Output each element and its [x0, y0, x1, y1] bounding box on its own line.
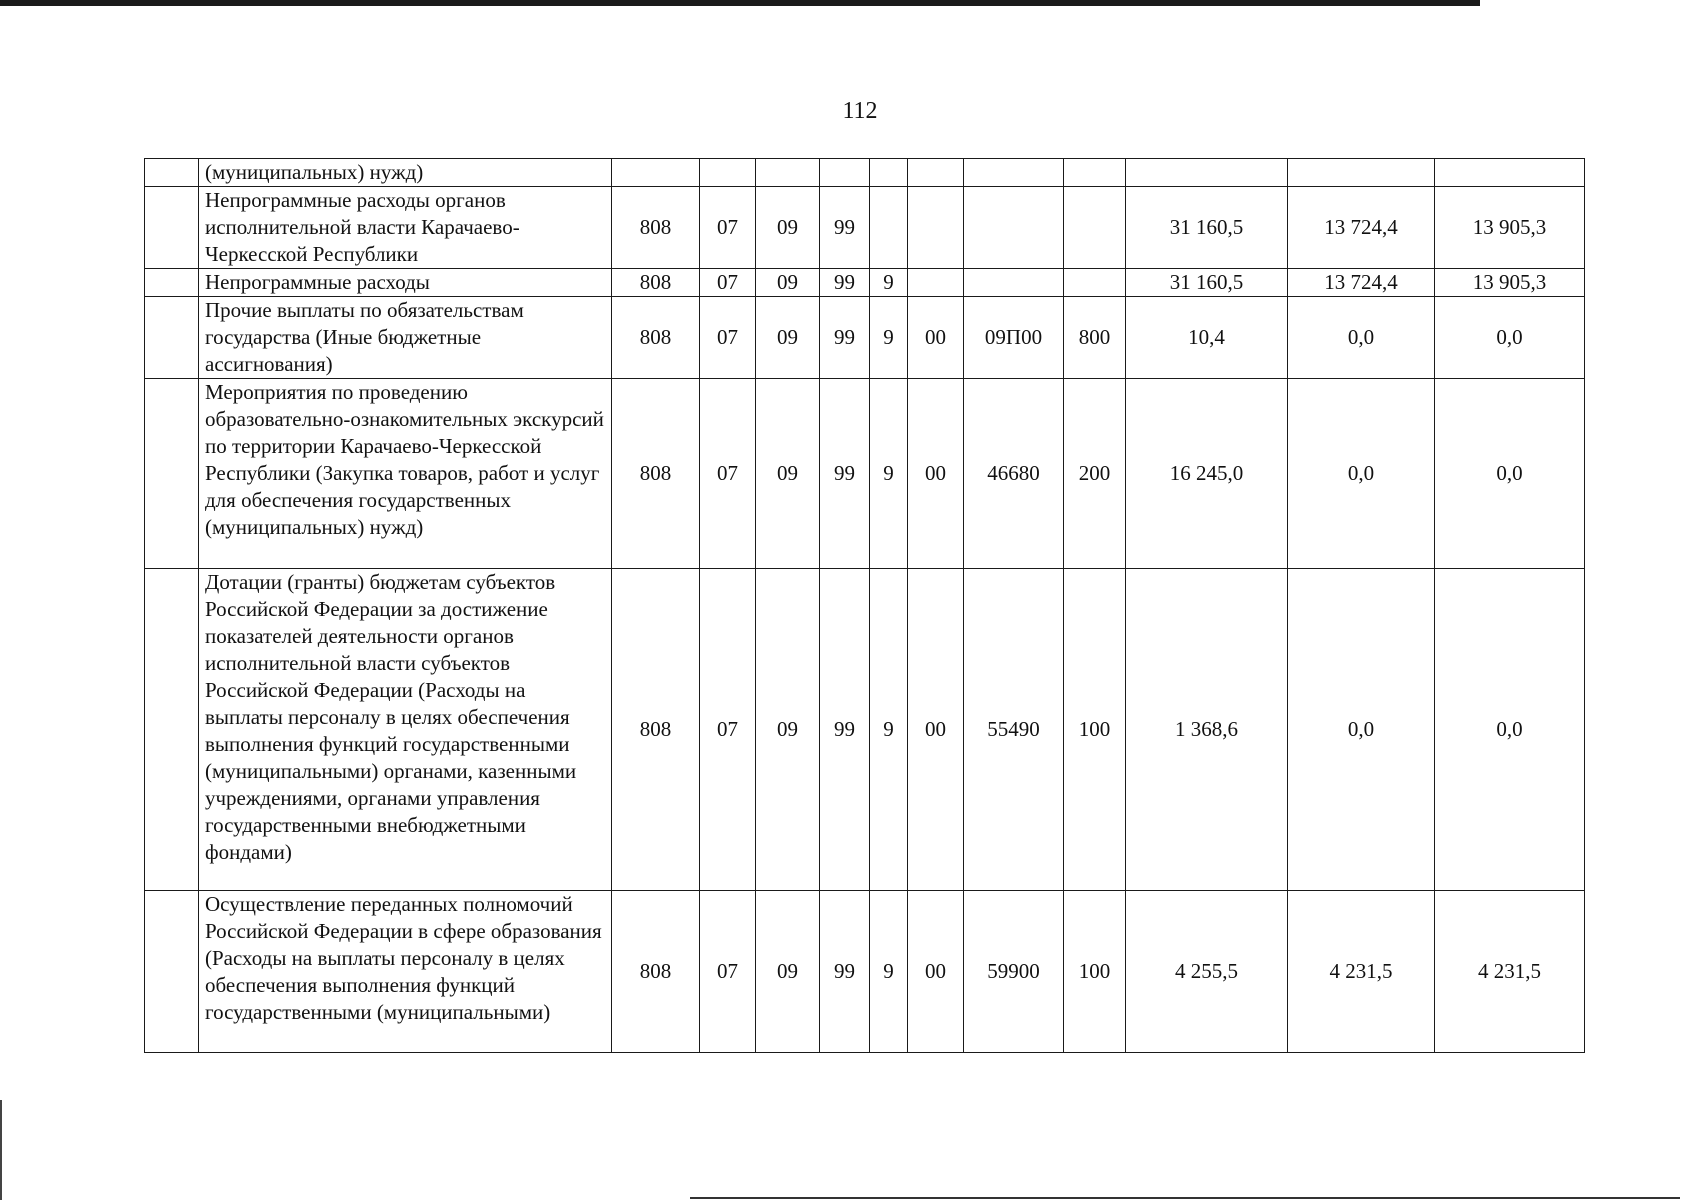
subsection-cell	[756, 159, 820, 187]
amount-3-cell: 13 905,3	[1435, 269, 1585, 297]
amount-1-cell	[1126, 159, 1288, 187]
amount-2-cell	[1288, 159, 1435, 187]
ministry-cell: 808	[612, 569, 700, 891]
ministry-cell: 808	[612, 187, 700, 269]
ministry-cell: 808	[612, 891, 700, 1053]
direction-cell	[964, 187, 1064, 269]
subsection-cell: 09	[756, 297, 820, 379]
program-cell: 99	[820, 379, 870, 569]
subprogram-cell: 9	[870, 891, 908, 1053]
amount-1-cell: 31 160,5	[1126, 187, 1288, 269]
section-cell: 07	[700, 269, 756, 297]
amount-2-cell: 0,0	[1288, 297, 1435, 379]
program-cell: 99	[820, 891, 870, 1053]
description-cell: Прочие выплаты по обязательствам государства (Иные бюджетные ассигнования)	[199, 297, 612, 379]
ministry-cell	[612, 159, 700, 187]
row-number-cell	[145, 159, 199, 187]
main-event-cell: 00	[908, 891, 964, 1053]
ministry-cell: 808	[612, 379, 700, 569]
table-row	[145, 569, 1585, 891]
amount-1-cell: 16 245,0	[1126, 379, 1288, 569]
section-cell: 07	[700, 187, 756, 269]
amount-2-cell: 4 231,5	[1288, 891, 1435, 1053]
budget-table	[144, 158, 1585, 1053]
table-row	[145, 269, 1585, 297]
table-row	[145, 891, 1585, 1053]
scan-top-border	[0, 0, 1480, 6]
subsection-cell: 09	[756, 269, 820, 297]
amount-1-cell: 31 160,5	[1126, 269, 1288, 297]
ministry-cell: 808	[612, 297, 700, 379]
amount-1-cell: 10,4	[1126, 297, 1288, 379]
description-cell: Осуществление переданных полномочий Российской Федерации в сфере образования (Расходы на выплаты персоналу в целях обеспечения выполнения функций государственными (муниципальными)	[199, 891, 612, 1053]
description-cell: Дотации (гранты) бюджетам субъектов Российской Федерации за достижение показателей деятельности органов исполнительной власти субъектов Российской Федерации (Расходы на выплаты персоналу в целях обеспечения выполнения функций государственными (муниципальными) органами, казенными учреждениями, органами управления государственными внебюджетными фондами)	[199, 569, 612, 891]
expense-type-cell: 200	[1064, 379, 1126, 569]
expense-type-cell: 800	[1064, 297, 1126, 379]
subprogram-cell	[870, 187, 908, 269]
expense-type-cell	[1064, 159, 1126, 187]
scan-bottom-rule	[690, 1197, 1680, 1199]
amount-3-cell: 0,0	[1435, 379, 1585, 569]
page-number: 112	[842, 98, 878, 124]
main-event-cell: 00	[908, 297, 964, 379]
program-cell: 99	[820, 297, 870, 379]
direction-cell	[964, 269, 1064, 297]
subprogram-cell: 9	[870, 569, 908, 891]
expense-type-cell: 100	[1064, 891, 1126, 1053]
ministry-cell: 808	[612, 269, 700, 297]
expense-type-cell: 100	[1064, 569, 1126, 891]
subsection-cell: 09	[756, 569, 820, 891]
main-event-cell: 00	[908, 569, 964, 891]
amount-3-cell: 4 231,5	[1435, 891, 1585, 1053]
amount-3-cell: 0,0	[1435, 297, 1585, 379]
description-cell: (муниципальных) нужд)	[199, 159, 612, 187]
table-row	[145, 187, 1585, 269]
amount-2-cell: 13 724,4	[1288, 269, 1435, 297]
subsection-cell: 09	[756, 187, 820, 269]
direction-cell	[964, 159, 1064, 187]
expense-type-cell	[1064, 269, 1126, 297]
row-number-cell	[145, 379, 199, 569]
program-cell: 99	[820, 187, 870, 269]
amount-3-cell	[1435, 159, 1585, 187]
section-cell: 07	[700, 379, 756, 569]
scan-left-edge	[0, 1100, 2, 1200]
program-cell	[820, 159, 870, 187]
subprogram-cell	[870, 159, 908, 187]
section-cell: 07	[700, 891, 756, 1053]
subprogram-cell: 9	[870, 269, 908, 297]
amount-2-cell: 0,0	[1288, 569, 1435, 891]
amount-3-cell: 0,0	[1435, 569, 1585, 891]
row-number-cell	[145, 297, 199, 379]
amount-3-cell: 13 905,3	[1435, 187, 1585, 269]
description-cell: Мероприятия по проведению образовательно-ознакомительных экскурсий по территории Карачаево-Черкесской Республики (Закупка товаров, работ и услуг для обеспечения государственных (муниципальных) нужд)	[199, 379, 612, 569]
row-number-cell	[145, 569, 199, 891]
subsection-cell: 09	[756, 891, 820, 1053]
main-event-cell	[908, 187, 964, 269]
section-cell: 07	[700, 297, 756, 379]
amount-2-cell: 13 724,4	[1288, 187, 1435, 269]
description-cell: Непрограммные расходы	[199, 269, 612, 297]
direction-cell: 59900	[964, 891, 1064, 1053]
subprogram-cell: 9	[870, 379, 908, 569]
direction-cell: 55490	[964, 569, 1064, 891]
main-event-cell	[908, 159, 964, 187]
expense-type-cell	[1064, 187, 1126, 269]
section-cell	[700, 159, 756, 187]
direction-cell: 46680	[964, 379, 1064, 569]
row-number-cell	[145, 269, 199, 297]
program-cell: 99	[820, 269, 870, 297]
amount-2-cell: 0,0	[1288, 379, 1435, 569]
subsection-cell: 09	[756, 379, 820, 569]
table-row	[145, 379, 1585, 569]
description-cell: Непрограммные расходы органов исполнительной власти Карачаево-Черкесской Республики	[199, 187, 612, 269]
table-row	[145, 297, 1585, 379]
table-row	[145, 159, 1585, 187]
subprogram-cell: 9	[870, 297, 908, 379]
amount-1-cell: 4 255,5	[1126, 891, 1288, 1053]
main-event-cell: 00	[908, 379, 964, 569]
direction-cell: 09П00	[964, 297, 1064, 379]
section-cell: 07	[700, 569, 756, 891]
row-number-cell	[145, 891, 199, 1053]
program-cell: 99	[820, 569, 870, 891]
main-event-cell	[908, 269, 964, 297]
amount-1-cell: 1 368,6	[1126, 569, 1288, 891]
row-number-cell	[145, 187, 199, 269]
